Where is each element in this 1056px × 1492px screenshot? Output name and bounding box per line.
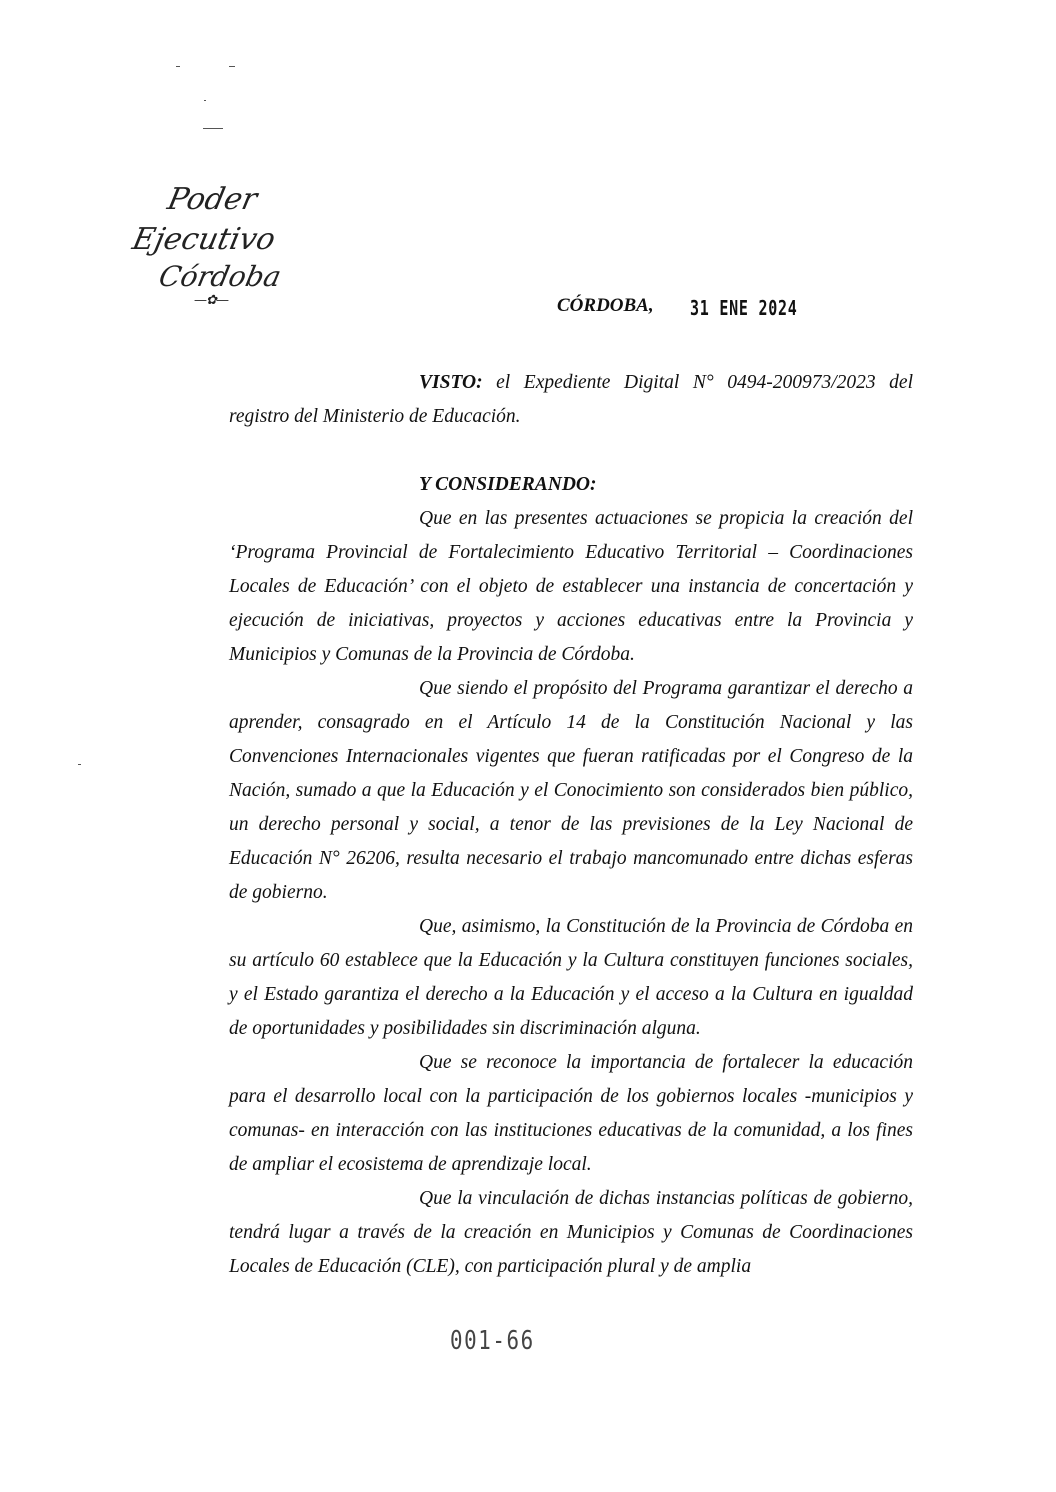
considerando-heading: Y CONSIDERANDO: <box>419 474 597 495</box>
letterhead-ornament: —✿— <box>194 293 228 308</box>
considerando-paragraph: Que siendo el propósito del Programa garantizar el derecho a aprender, consagrado en el Artículo 14 de la Constitución Nacional y las Convenciones Internacionales vigentes que fueran ratificadas por el Congreso de la Nación, sumado a que la Educación y el Conocimiento son considerados bien público, un derecho personal y social, a tenor de las previsiones de la Ley Nacional de Educación N° 26206, resulta necesario el trabajo mancomunado entre dichas esferas de gobierno. <box>229 678 913 903</box>
scan-mark <box>203 128 223 129</box>
considerando-paragraph: Que la vinculación de dichas instancias políticas de gobierno, tendrá lugar a través de la creación en Municipios y Comunas de Coordinaciones Locales de Educación (CLE), con participación plural y de amplia <box>229 1188 913 1277</box>
letterhead-line-1: Poder Ejecutivo <box>129 182 279 257</box>
letterhead-line-2: Córdoba <box>156 260 285 293</box>
document-body <box>229 366 913 1284</box>
scan-mark <box>204 100 206 101</box>
date-stamp: 31 ENE 2024 <box>690 296 798 320</box>
scan-mark <box>229 66 235 67</box>
considerando-paragraph: Que, asimismo, la Constitución de la Provincia de Córdoba en su artículo 60 establece que la Educación y la Cultura constituyen funciones sociales, y el Estado garantiza el derecho a la Educación y el acceso a la Cultura en igualdad de oportunidades y posibilidades sin discriminación alguna. <box>229 916 913 1039</box>
folio-number: 001-66 <box>450 1326 535 1356</box>
date-place: CÓRDOBA, <box>557 295 654 316</box>
visto-paragraph <box>229 366 913 434</box>
considerando-paragraph: Que se reconoce la importancia de fortalecer la educación para el desarrollo local con la participación de los gobiernos locales -municipios y comunas- en interacción con las instituciones educativas de la comunidad, a los fines de ampliar el ecosistema de aprendizaje local. <box>229 1052 913 1175</box>
considerando-paragraph: Que en las presentes actuaciones se propicia la creación del ‘Programa Provincial de Fortalecimiento Educativo Territorial – Coordinaciones Locales de Educación’ con el objeto de establecer una instancia de concertación y ejecución de iniciativas, proyectos y acciones educativas entre la Provincia y Municipios y Comunas de la Provincia de Córdoba. <box>229 508 913 665</box>
scan-mark <box>176 66 180 67</box>
visto-text: el Expediente Digital N° 0494-200973/2023 del registro del Ministerio de Educación. <box>229 372 914 427</box>
visto-label: VISTO: <box>419 372 483 393</box>
letterhead <box>108 180 308 308</box>
scan-mark <box>78 764 81 765</box>
